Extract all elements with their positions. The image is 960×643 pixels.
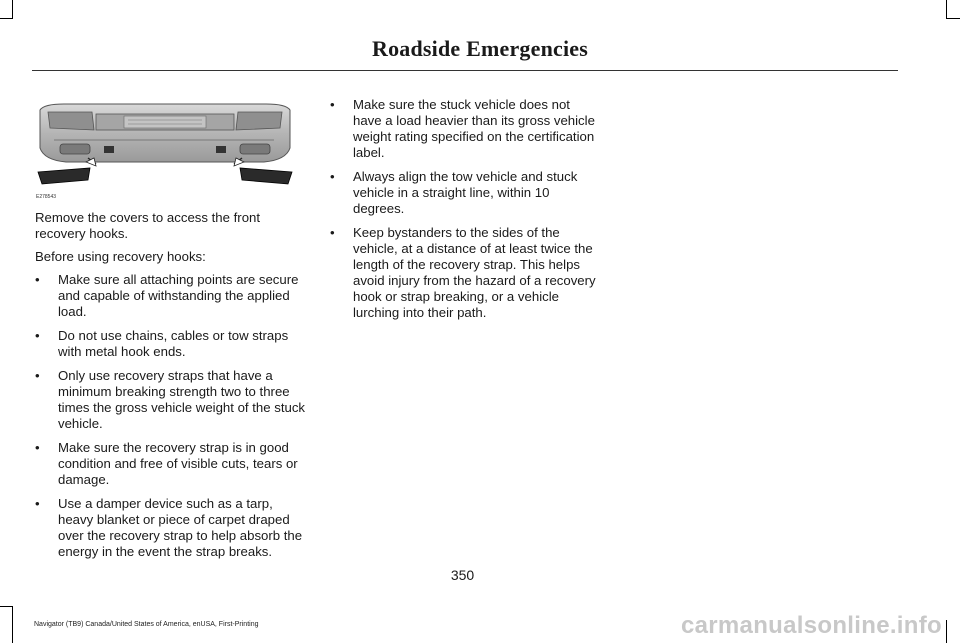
- bullet-icon: •: [35, 440, 40, 455]
- list-item: [330, 169, 602, 217]
- list-item: [35, 496, 307, 560]
- list-item-text: Make sure the recovery strap is in good condition and free of visible cuts, tears or damage.: [58, 440, 298, 487]
- page-title: Roadside Emergencies: [371, 36, 589, 61]
- bullet-icon: •: [35, 328, 40, 343]
- list-item: [35, 272, 307, 320]
- header-divider: [32, 70, 898, 71]
- bumper-recovery-hooks-drawing: [34, 100, 296, 200]
- bullet-icon: •: [35, 272, 40, 287]
- list-item-text: Make sure the stuck vehicle does not have a load heavier than its gross vehicle weight rating specified on the certification label.: [353, 97, 595, 160]
- crop-mark: [12, 0, 13, 18]
- figure-code: E278543: [36, 194, 57, 200]
- list-item: [35, 328, 307, 360]
- watermark: carmanualsonline.info: [680, 612, 942, 639]
- list-item-text: Keep bystanders to the sides of the vehicle, at a distance of at least twice the length of the recovery strap. This helps avoid injury from the hazard of a recovery hook or strap breaking, or a vehicle lurching into their path.: [353, 225, 596, 320]
- page-number: 350: [450, 567, 475, 583]
- list-item-text: Only use recovery straps that have a minimum breaking strength two to three times the gross vehicle weight of the stuck vehicle.: [58, 368, 306, 431]
- list-item-text: Make sure all attaching points are secure and capable of withstanding the applied load.: [58, 272, 299, 319]
- crop-mark: [0, 606, 13, 607]
- list-item: [330, 97, 602, 161]
- right-hook-cover: [240, 168, 292, 184]
- crop-mark: [946, 18, 960, 19]
- instruction-list: [330, 97, 602, 321]
- left-hook-cover: [38, 168, 90, 184]
- intro-paragraph: Remove the covers to access the front recovery hooks.: [35, 210, 261, 241]
- bullet-icon: •: [330, 169, 335, 184]
- instruction-list: [35, 272, 307, 560]
- bullet-icon: •: [35, 496, 40, 511]
- bullet-icon: •: [35, 368, 40, 383]
- crop-mark: [946, 620, 947, 643]
- right-column: [330, 97, 602, 329]
- lead-paragraph: Before using recovery hooks:: [35, 249, 206, 264]
- list-item-text: Always align the tow vehicle and stuck vehicle in a straight line, within 10 degrees.: [353, 169, 578, 216]
- list-item: [330, 225, 602, 321]
- list-item-text: Use a damper device such as a tarp, heavy blanket or piece of carpet draped over the recovery strap to help absorb the energy in the event the strap breaks.: [58, 496, 303, 559]
- crop-mark: [12, 606, 13, 643]
- front-bumper-illustration: [34, 100, 296, 200]
- crop-mark: [946, 0, 947, 18]
- footer-text: Navigator (TB9) Canada/United States of America, enUSA, First-Printing: [34, 621, 259, 628]
- left-column: [35, 210, 307, 568]
- bullet-icon: •: [330, 97, 335, 112]
- bullet-icon: •: [330, 225, 335, 240]
- list-item: [35, 368, 307, 432]
- crop-mark: [0, 18, 13, 19]
- list-item: [35, 440, 307, 488]
- list-item-text: Do not use chains, cables or tow straps with metal hook ends.: [58, 328, 289, 359]
